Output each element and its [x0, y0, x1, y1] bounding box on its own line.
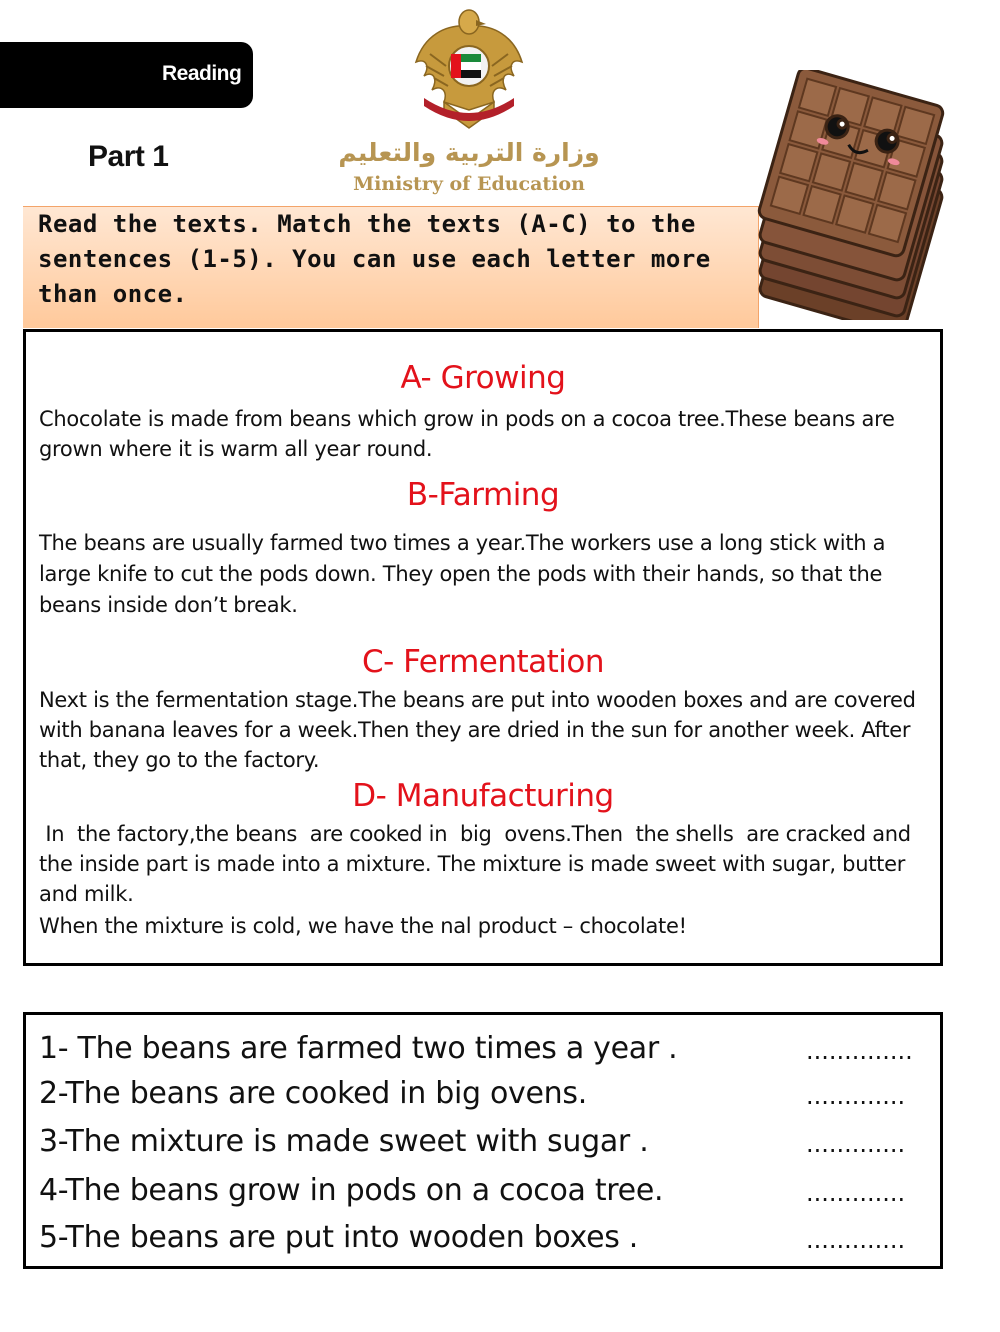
section-a-text: Chocolate is made from beans which grow in pods on a cocoa tree.These beans are grown where it is warm all year round. [39, 407, 895, 461]
questions-box [23, 1012, 943, 1269]
answer-blank-2[interactable]: ............. [806, 1082, 906, 1110]
ministry-name-english: Ministry of Education [353, 173, 585, 195]
question-3: 3-The mixture is made sweet with sugar . [39, 1124, 649, 1159]
reading-texts-box [23, 329, 943, 966]
answer-blank-1[interactable]: .............. [806, 1037, 913, 1065]
instructions-box [23, 206, 759, 328]
section-d-text: In the factory,the beans are cooked in big ovens.Then the shells are cracked and the inside part is made into a mixture. The mixture is made sweet with sugar, butter and milk. [39, 822, 918, 906]
reading-tab [0, 42, 253, 108]
section-d-text-last: When the mixture is cold, we have the nal product – chocolate! [39, 914, 687, 938]
part-title: Part 1 [88, 140, 169, 173]
chocolate-bar-icon [754, 70, 950, 320]
question-4: 4-The beans grow in pods on a cocoa tree. [39, 1173, 664, 1208]
question-2: 2-The beans are cooked in big ovens. [39, 1076, 587, 1111]
uae-emblem-icon [410, 6, 528, 130]
section-a-heading: A- Growing [400, 360, 566, 396]
question-1: 1- The beans are farmed two times a year . [39, 1031, 678, 1066]
instructions-text: Read the texts. Match the texts (A-C) to the sentences (1-5). You can use each letter more than once. [38, 210, 711, 308]
section-b-text: The beans are usually farmed two times a year.The workers use a long stick with a large knife to cut the pods down. They open the pods with their hands, so that the beans inside don’t break. [39, 531, 886, 617]
answer-blank-4[interactable]: ............. [806, 1179, 906, 1207]
ministry-name-arabic: وزارة التربية والتعليم [338, 138, 600, 167]
answer-blank-3[interactable]: ............. [806, 1130, 906, 1158]
section-d-heading: D- Manufacturing [352, 778, 614, 814]
section-c-text: Next is the fermentation stage.The beans are put into wooden boxes and are covered with banana leaves for a week.Then they are dried in the sun for another week. After that, they go to the factory. [39, 688, 916, 772]
reading-label: Reading [162, 62, 242, 85]
question-5: 5-The beans are put into wooden boxes . [39, 1220, 639, 1255]
answer-blank-5[interactable]: ............. [806, 1226, 906, 1254]
section-b-heading: B-Farming [406, 477, 560, 513]
section-c-heading: C- Fermentation [361, 644, 605, 680]
